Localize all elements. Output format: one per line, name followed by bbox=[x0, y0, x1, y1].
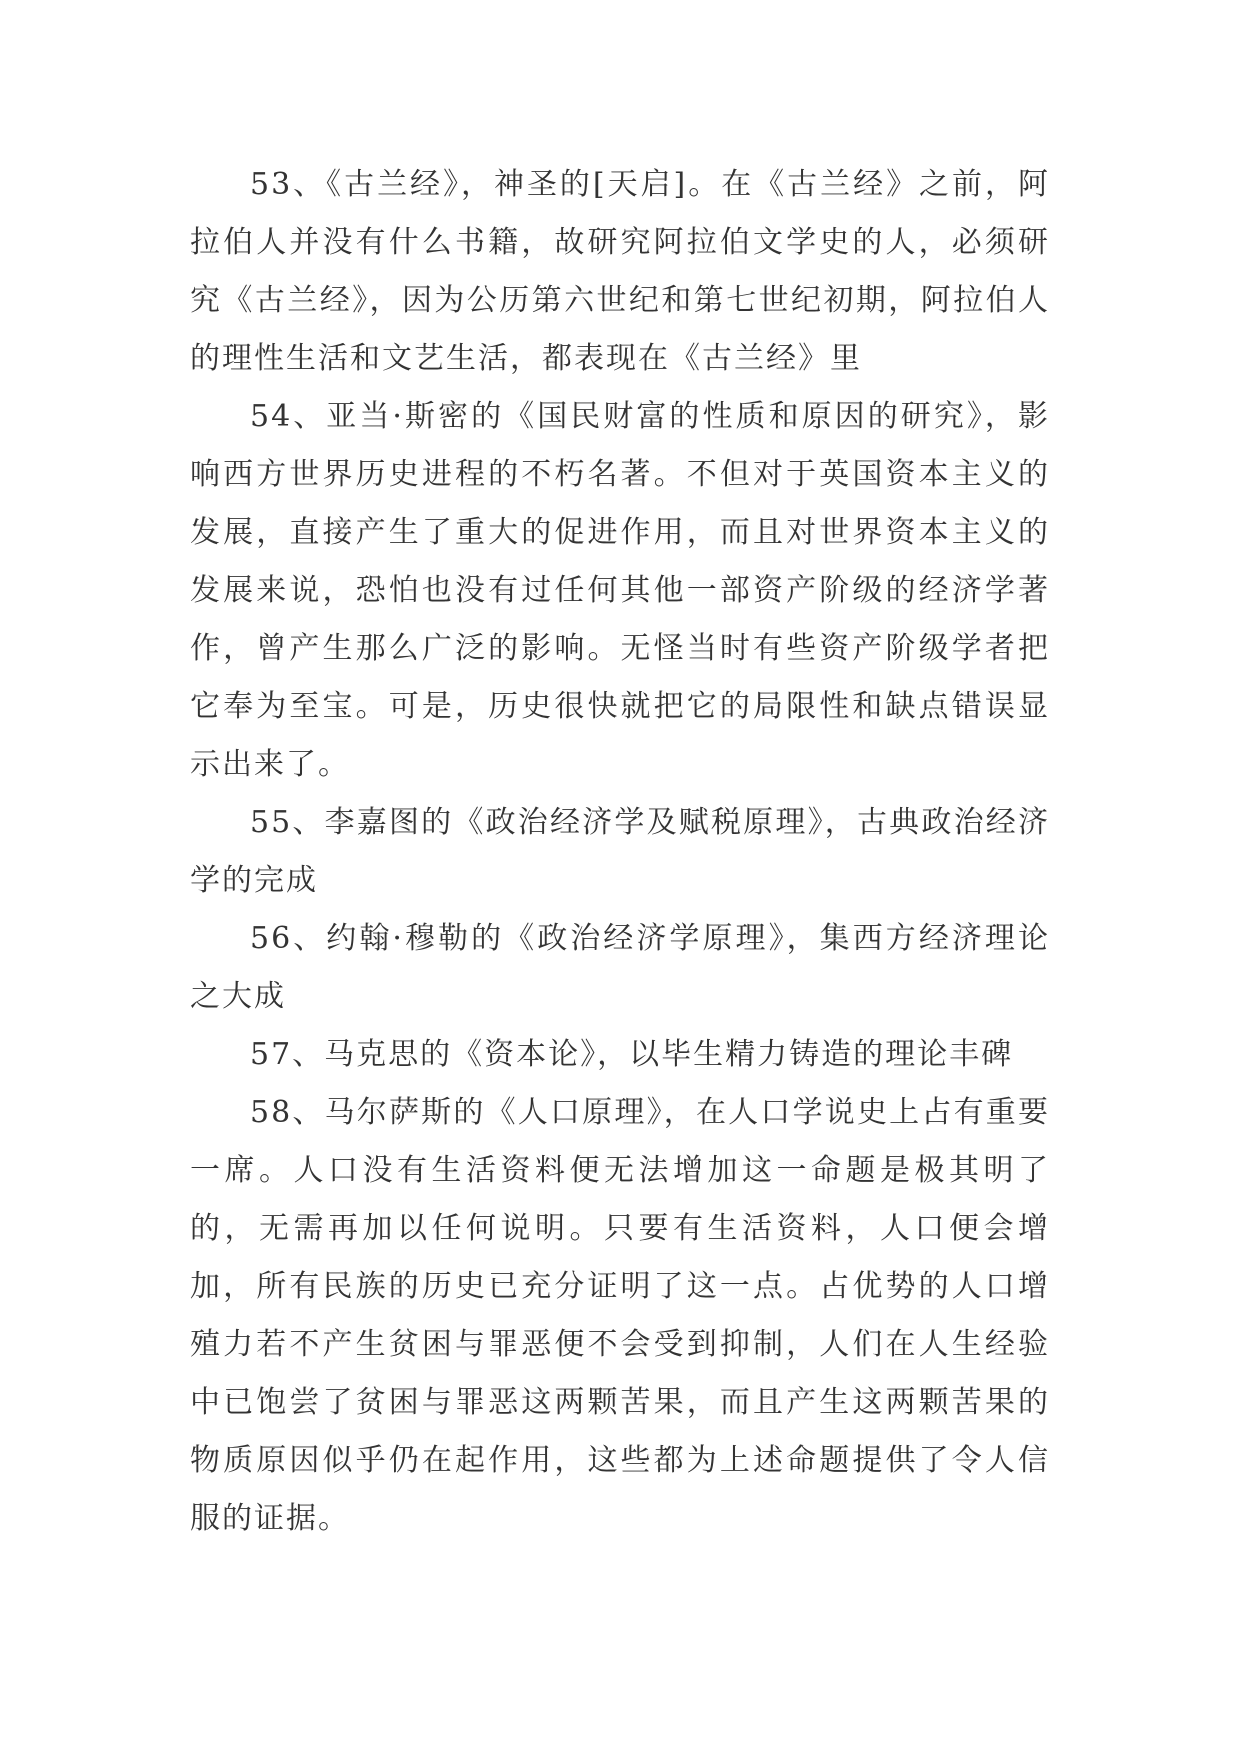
paragraph-56: 56、约翰·穆勒的《政治经济学原理》，集西方经济理论之大成 bbox=[190, 921, 1050, 1014]
paragraph-58: 58、马尔萨斯的《人口原理》，在人口学说史上占有重要一席。人口没有生活资料便无法增加这一命题是极其明了的，无需再加以任何说明。只要有生活资料，人口便会增加，所有民族的历史已充分证明了这一点。占优势的人口增殖力若不产生贫困与罪恶便不会受到抑制，人们在人生经验中已饱尝了贫困与罪恶这两颗苦果，而且产生这两颗苦果的物质原因似乎仍在起作用，这些都为上述命题提供了令人信服的证据。 bbox=[190, 1095, 1050, 1536]
paragraph-53: 53、《古兰经》，神圣的[天启]。在《古兰经》之前，阿拉伯人并没有什么书籍，故研究阿拉伯文学史的人，必须研究《古兰经》，因为公历第六世纪和第七世纪初期，阿拉伯人的理性生活和文艺生活，都表现在《古兰经》里 bbox=[190, 167, 1050, 376]
document-body bbox=[190, 156, 1050, 1548]
paragraph-55: 55、李嘉图的《政治经济学及赋税原理》，古典政治经济学的完成 bbox=[190, 805, 1050, 898]
paragraph-54: 54、亚当·斯密的《国民财富的性质和原因的研究》，影响西方世界历史进程的不朽名著。不但对于英国资本主义的发展，直接产生了重大的促进作用，而且对世界资本主义的发展来说，恐怕也没有过任何其他一部资产阶级的经济学著作，曾产生那么广泛的影响。无怪当时有些资产阶级学者把它奉为至宝。可是，历史很快就把它的局限性和缺点错误显示出来了。 bbox=[190, 399, 1050, 782]
paragraph-57: 57、马克思的《资本论》，以毕生精力铸造的理论丰碑 bbox=[250, 1037, 1014, 1072]
